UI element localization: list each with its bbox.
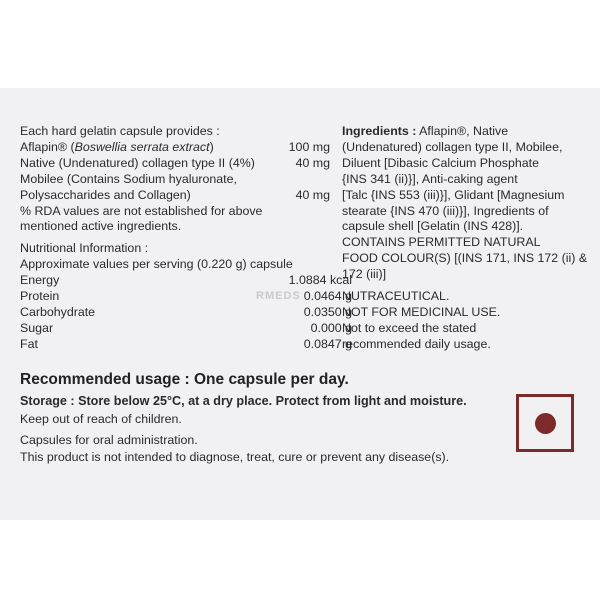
nutrition-value: 0.0350 g	[303, 304, 352, 319]
ingredients-text: Aflapin®, Native	[416, 124, 509, 138]
nutrition-table	[20, 273, 352, 353]
rda-note-line1: % RDA values are not established for above	[20, 203, 263, 218]
ingredients-line: FOOD COLOUR(S) [(INS 171, INS 172 (ii) &	[342, 251, 588, 266]
notice-line: Not to exceed the stated	[342, 320, 477, 335]
ingredients-line: capsule shell [Gelatin (INS 428)].	[342, 219, 524, 234]
recommended-usage: Recommended usage : One capsule per day.	[20, 371, 349, 388]
nutrition-row	[20, 289, 352, 305]
nutrition-name: Energy	[20, 273, 60, 288]
rda-note-line2: mentioned active ingredients.	[20, 219, 182, 234]
aflapin-name-italic: Boswellia serrata extract	[74, 139, 210, 154]
non-veg-dot	[535, 413, 556, 434]
nutrition-value: 1.0884 kcal	[288, 273, 352, 288]
mobilee-name-line1: Mobilee (Contains Sodium hyaluronate,	[20, 171, 237, 186]
collagen-amount: 40 mg	[295, 155, 330, 170]
nutrition-value: 0.000 g	[310, 320, 352, 335]
nutrition-name: Protein	[20, 289, 60, 304]
notice-line: NUTRACEUTICAL.	[342, 289, 450, 304]
keep-out-of-reach: Keep out of reach of children.	[20, 412, 182, 426]
nutrition-row	[20, 336, 352, 353]
non-veg-symbol-icon	[516, 394, 574, 452]
nutrition-row	[20, 304, 352, 321]
ingredients-line	[342, 124, 592, 140]
ingredients-label: Ingredients :	[342, 124, 417, 138]
nutrition-row	[20, 273, 352, 289]
ingredients-line: stearate {INS 470 (iii)}], Ingredients of	[342, 203, 549, 218]
ingredients-line: Diluent [Dibasic Calcium Phosphate	[342, 155, 539, 170]
ingredients-line: {INS 341 (ii)}], Anti-caking agent	[342, 171, 518, 186]
mobilee-amount: 40 mg	[295, 187, 330, 202]
nutrition-value: 0.0464 g	[303, 289, 352, 304]
nutrition-name: Fat	[20, 336, 38, 351]
composition-heading: Each hard gelatin capsule provides :	[20, 124, 220, 138]
nutrition-subheading: Approximate values per serving (0.220 g) capsule	[20, 257, 293, 272]
ingredients-line: [Talc {INS 553 (iii)}], Glidant [Magnesium	[342, 187, 565, 202]
ingredients-line: 172 (iii)]	[342, 267, 387, 282]
mobilee-name-line2: Polysaccharides and Collagen)	[20, 187, 191, 202]
notice-line: recommended daily usage.	[342, 336, 491, 351]
collagen-name: Native (Undenatured) collagen type II (4%)	[20, 155, 255, 170]
nutrition-value: 0.0847 g	[303, 336, 352, 351]
aflapin-name-suffix: )	[209, 139, 214, 154]
ingredients-line: (Undenatured) collagen type II, Mobilee,	[342, 139, 563, 154]
aflapin-amount: 100 mg	[288, 139, 330, 154]
composition-row-mobilee-line1	[20, 172, 330, 188]
nutrition-row	[20, 320, 352, 337]
composition-row-collagen	[20, 156, 330, 172]
ingredients-column	[342, 124, 592, 353]
oral-administration: Capsules for oral administration.	[20, 433, 198, 447]
notice-line: NOT FOR MEDICINAL USE.	[342, 304, 501, 319]
disclaimer: This product is not intended to diagnose, treat, cure or prevent any disease(s).	[20, 450, 450, 464]
storage-instructions: Storage : Store below 25°C, at a dry place. Protect from light and moisture.	[20, 394, 467, 408]
nutrition-name: Sugar	[20, 320, 54, 335]
ingredients-line: CONTAINS PERMITTED NATURAL	[342, 235, 541, 250]
composition-column	[20, 124, 352, 353]
nutrition-heading: Nutritional Information :	[20, 241, 149, 256]
nutrition-name: Carbohydrate	[20, 304, 96, 319]
watermark: RMEDS	[256, 290, 301, 302]
composition-row-aflapin	[20, 140, 330, 156]
aflapin-name-prefix: Aflapin® (	[20, 139, 75, 154]
composition-row-mobilee-line2	[20, 188, 330, 204]
